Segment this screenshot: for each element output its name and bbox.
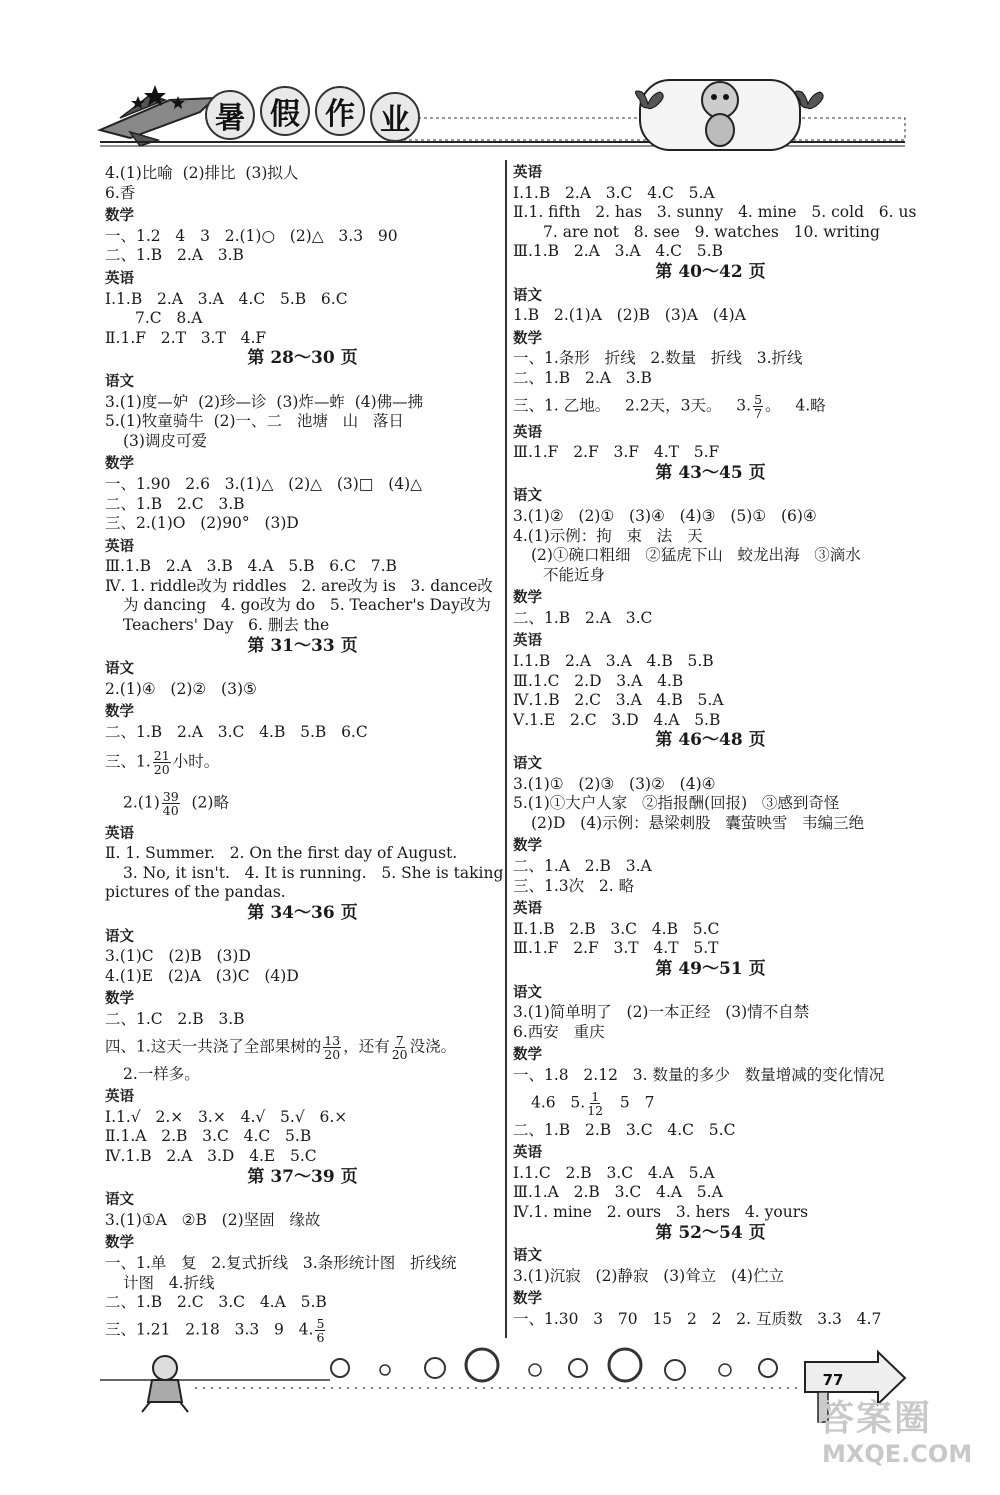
answer-line: Ⅱ.1.F 2.T 3.T 4.F <box>105 328 267 347</box>
answer-line: 7. are not 8. see 9. watches 10. writing <box>543 222 880 241</box>
answer-line: (2)D (4)示例：悬梁刺股 囊萤映雪 韦编三绝 <box>531 813 865 832</box>
answer-line: 5.(1)①大户人家 ②指报酬(回报) ③感到奇怪 <box>513 794 840 813</box>
answer-line: 二、1.B 2.A 3.B <box>105 246 244 265</box>
answer-line: 3.(1)沉寂 (2)静寂 (3)耸立 (4)伫立 <box>513 1266 784 1285</box>
answer-line: Ⅰ.1.B 2.A 3.A 4.C 5.B 6.C <box>105 289 348 308</box>
page-range-heading: 第 40～42 页 <box>655 261 766 282</box>
answer-line: 2.一样多。 <box>123 1064 200 1083</box>
answer-line: 一、1.单 复 2.复式折线 3.条形统计图 折线统 <box>105 1253 457 1272</box>
subject-heading-chinese: 语文 <box>513 1248 542 1265</box>
fraction <box>162 790 180 817</box>
fraction-denominator: 12 <box>587 1102 604 1118</box>
subject-heading-english: 英语 <box>513 1145 542 1162</box>
subject-heading-english: 英语 <box>105 270 134 287</box>
fraction <box>587 1090 603 1117</box>
answer-line: (3)调皮可爱 <box>123 431 207 450</box>
answer-line: 3.(1)② (2)① (3)④ (4)③ (5)① (6)④ <box>513 506 817 525</box>
fraction-numerator: 21 <box>153 747 170 763</box>
answer-line: Ⅱ.1. fifth 2. has 3. sunny 4. mine 5. cold 6. us <box>513 203 917 222</box>
title-char: 暑 <box>205 90 255 140</box>
answer-line: 3.(1)①A ②B (2)坚固 缘故 <box>105 1210 321 1229</box>
fraction-denominator: 40 <box>162 802 179 818</box>
answer-line: 三、1.3次 2. 略 <box>513 876 635 895</box>
answer-line: Ⅴ.1.E 2.C 3.D 4.A 5.B <box>513 710 721 729</box>
subject-heading-math: 数学 <box>105 208 134 225</box>
answer-text: 小时。 <box>172 752 220 771</box>
column-divider <box>505 160 507 1338</box>
subject-heading-english: 英语 <box>105 825 134 842</box>
answer-line: Ⅰ.1.B 2.A 3.A 4.B 5.B <box>513 652 714 671</box>
answer-line: Ⅳ.1.B 2.A 3.D 4.E 5.C <box>105 1146 317 1165</box>
circle-ornament-icon <box>331 1349 777 1381</box>
answer-line: Ⅲ.1.F 2.F 3.F 4.T 5.F <box>513 443 720 462</box>
subject-heading-english: 英语 <box>513 633 542 650</box>
fraction-denominator: 20 <box>324 1046 341 1062</box>
subject-heading-chinese: 语文 <box>513 488 542 505</box>
answer-line: 为 dancing 4. go改为 do 5. Teacher's Day改为 <box>123 596 491 615</box>
answer-line: Ⅲ.1.A 2.B 3.C 4.A 5.A <box>513 1183 723 1202</box>
subject-heading-english: 英语 <box>513 901 542 918</box>
fraction-numerator: 5 <box>316 1315 325 1331</box>
answer-line: 一、1.30 3 70 15 2 2 2. 互质数 3.3 4.7 <box>513 1309 882 1328</box>
answer-line: Ⅲ.1.B 2.A 3.B 4.A 5.B 6.C 7.B <box>105 557 397 576</box>
answer-line: 一、1.条形 折线 2.数量 折线 3.折线 <box>513 349 803 368</box>
subject-heading-chinese: 语文 <box>105 373 134 390</box>
answer-line: 4.(1)示例：拘 束 法 天 <box>513 526 703 545</box>
fraction-denominator: 7 <box>754 405 763 421</box>
subject-heading-math: 数学 <box>105 704 134 721</box>
watermark: 答案圈 <box>818 1398 933 1439</box>
page-number: 77 <box>822 1371 844 1389</box>
subject-heading-chinese: 语文 <box>105 928 134 945</box>
subject-heading-english: 英语 <box>513 424 542 441</box>
subject-heading-math: 数学 <box>105 456 134 473</box>
answer-line <box>513 1090 908 1117</box>
subject-heading-math: 数学 <box>105 991 134 1008</box>
answer-line: 二、1.B 2.A 3.C <box>513 608 653 627</box>
fraction-numerator: 7 <box>395 1032 404 1048</box>
answer-line: Ⅳ.1. mine 2. ours 3. hers 4. yours <box>513 1202 809 1221</box>
answer-line: 2.(1)④ (2)② (3)⑤ <box>105 679 257 698</box>
answer-line: 6.香 <box>105 183 136 202</box>
answer-text: 没浇。 <box>409 1037 457 1056</box>
answer-line: 3.(1)度—妒 (2)珍—诊 (3)炸—蚱 (4)佛—拂 <box>105 392 424 411</box>
answer-line: 3.(1)C (2)B (3)D <box>105 947 251 966</box>
page-range-heading: 第 43～45 页 <box>655 462 766 483</box>
answer-text: 三、1. 乙地。 2.2天，3天。 3. <box>513 396 752 415</box>
page-range-heading: 第 37～39 页 <box>247 1166 358 1187</box>
fraction <box>753 393 763 420</box>
subject-heading-math: 数学 <box>513 330 542 347</box>
subject-heading-chinese: 语文 <box>105 661 134 678</box>
answer-line: 二、1.B 2.A 3.B <box>513 368 652 387</box>
subject-heading-chinese: 语文 <box>513 287 542 304</box>
answer-line: 二、1.B 2.B 3.C 4.C 5.C <box>513 1120 736 1139</box>
answer-line: 一、1.8 2.12 3. 数量的多少 数量增减的变化情况 <box>513 1065 885 1084</box>
answer-line: 5.(1)牧童骑牛 (2)一、二 池塘 山 落日 <box>105 412 404 431</box>
title-char: 假 <box>260 86 310 136</box>
answer-line: 二、1.B 2.A 3.C 4.B 5.B 6.C <box>105 723 368 742</box>
subject-heading-math: 数学 <box>513 1291 542 1308</box>
answer-line: Ⅱ.1.B 2.B 3.C 4.B 5.C <box>513 919 720 938</box>
page-range-heading: 第 28～30 页 <box>247 348 358 369</box>
answer-line: 三、2.(1)O (2)90° (3)D <box>105 514 299 533</box>
answer-line: 3.(1)简单明了 (2)一本正经 (3)情不自禁 <box>513 1003 810 1022</box>
answer-text: 四、1.这天一共浇了全部果树的 <box>105 1037 322 1056</box>
page-range-heading: 第 49～51 页 <box>655 958 766 979</box>
fraction-numerator: 39 <box>162 788 179 804</box>
answer-line: Ⅱ.1.A 2.B 3.C 4.C 5.B <box>105 1127 312 1146</box>
answer-text: 4.6 5. <box>531 1093 586 1112</box>
answer-text: ，还有 <box>343 1037 390 1056</box>
page-range-heading: 第 31～33 页 <box>247 635 358 656</box>
answer-line: 二、1.B 2.C 3.C 4.A 5.B <box>105 1293 327 1312</box>
fraction-denominator: 20 <box>391 1046 408 1062</box>
header-decoration <box>0 0 1000 160</box>
subject-heading-chinese: 语文 <box>513 756 542 773</box>
page-range-heading: 第 52～54 页 <box>655 1222 766 1243</box>
answer-text: 三、1.21 2.18 3.3 9 4. <box>105 1320 314 1339</box>
answer-line <box>105 749 500 776</box>
answer-line: (2)①碗口粗细 ②猛虎下山 蛟龙出海 ③滴水 <box>531 546 861 565</box>
answer-text: 5 7 <box>605 1093 655 1112</box>
answer-line: 不能近身 <box>543 565 606 584</box>
cartoon-figure-icon <box>142 1356 188 1412</box>
left-column <box>105 164 504 1345</box>
subject-heading-english: 英语 <box>513 165 542 181</box>
fraction-numerator: 5 <box>754 391 763 407</box>
answer-line: Ⅲ.1.B 2.A 3.A 4.C 5.B <box>513 242 723 261</box>
answer-line: pictures of the pandas. <box>105 883 286 902</box>
answer-line: 7.C 8.A <box>135 309 203 328</box>
fraction-numerator: 1 <box>591 1088 600 1104</box>
title-char: 业 <box>370 92 420 142</box>
answer-line: 二、1.B 2.C 3.B <box>105 494 245 513</box>
answer-line: 3.(1)① (2)③ (3)② (4)④ <box>513 774 716 793</box>
watermark-url: MXQE.COM <box>822 1440 973 1468</box>
fraction-denominator: 20 <box>153 761 170 777</box>
answer-line: 二、1.C 2.B 3.B <box>105 1009 245 1028</box>
answer-text: 。 4.略 <box>765 396 826 415</box>
fraction-denominator: 6 <box>316 1329 325 1345</box>
answer-line <box>105 1034 500 1061</box>
answer-text: (2)略 <box>181 793 229 812</box>
answer-text: 2.(1) <box>123 793 160 812</box>
answer-line: Ⅳ. 1. riddle改为 riddles 2. are改为 is 3. dance改 <box>105 576 493 595</box>
answer-line: 二、1.A 2.B 3.A <box>513 857 652 875</box>
answer-line: 3. No, it isn't. 4. It is running. 5. She is taking <box>123 863 504 882</box>
fraction <box>323 1034 341 1061</box>
answer-line: 一、1.90 2.6 3.(1)△ (2)△ (3)□ (4)△ <box>105 474 423 493</box>
answer-line: 一、1.2 4 3 2.(1)○ (2)△ 3.3 90 <box>105 226 398 245</box>
subject-heading-math: 数学 <box>513 1047 542 1064</box>
mascot-icon <box>640 80 800 150</box>
answer-line: Ⅲ.1.C 2.D 3.A 4.B <box>513 671 684 690</box>
fraction <box>153 749 171 776</box>
answer-line: 1.B 2.(1)A (2)B (3)A (4)A <box>513 306 746 325</box>
answer-line: Ⅰ.1.C 2.B 3.C 4.A 5.A <box>513 1163 715 1182</box>
header-banner <box>0 0 1000 160</box>
subject-heading-english: 英语 <box>105 1089 134 1106</box>
answer-line <box>513 393 908 420</box>
subject-heading-math: 数学 <box>513 590 542 607</box>
subject-heading-chinese: 语文 <box>105 1192 134 1209</box>
title-char: 作 <box>315 86 365 136</box>
answer-line: Ⅲ.1.F 2.F 3.T 4.T 5.T <box>513 939 719 958</box>
right-column <box>513 164 917 1329</box>
subject-heading-chinese: 语文 <box>513 984 542 1001</box>
page-range-heading: 第 34～36 页 <box>247 903 358 923</box>
answer-line: Ⅰ.1.√ 2.× 3.× 4.√ 5.√ 6.× <box>105 1107 348 1126</box>
answer-line: Ⅱ. 1. Summer. 2. On the first day of August. <box>105 844 458 863</box>
subject-heading-math: 数学 <box>513 838 542 855</box>
subject-heading-english: 英语 <box>105 538 134 555</box>
answer-line: 6.西安 重庆 <box>513 1022 605 1041</box>
page-range-heading: 第 46～48 页 <box>655 730 766 751</box>
answer-line: 4.(1)E (2)A (3)C (4)D <box>105 966 299 985</box>
subject-heading-math: 数学 <box>105 1235 134 1252</box>
answer-line: 计图 4.折线 <box>123 1273 215 1292</box>
answer-text: 三、1. <box>105 752 151 771</box>
answer-line: 4.(1)比喻 (2)排比 (3)拟人 <box>105 164 299 182</box>
answer-line: Teachers' Day 6. 删去 the <box>123 616 330 635</box>
fraction-numerator: 13 <box>324 1032 341 1048</box>
answer-line <box>105 790 500 817</box>
answer-line: Ⅳ.1.B 2.C 3.A 4.B 5.A <box>513 691 724 710</box>
footer <box>0 1340 1000 1491</box>
fraction <box>392 1034 408 1061</box>
answer-line: Ⅰ.1.B 2.A 3.C 4.C 5.A <box>513 183 715 202</box>
